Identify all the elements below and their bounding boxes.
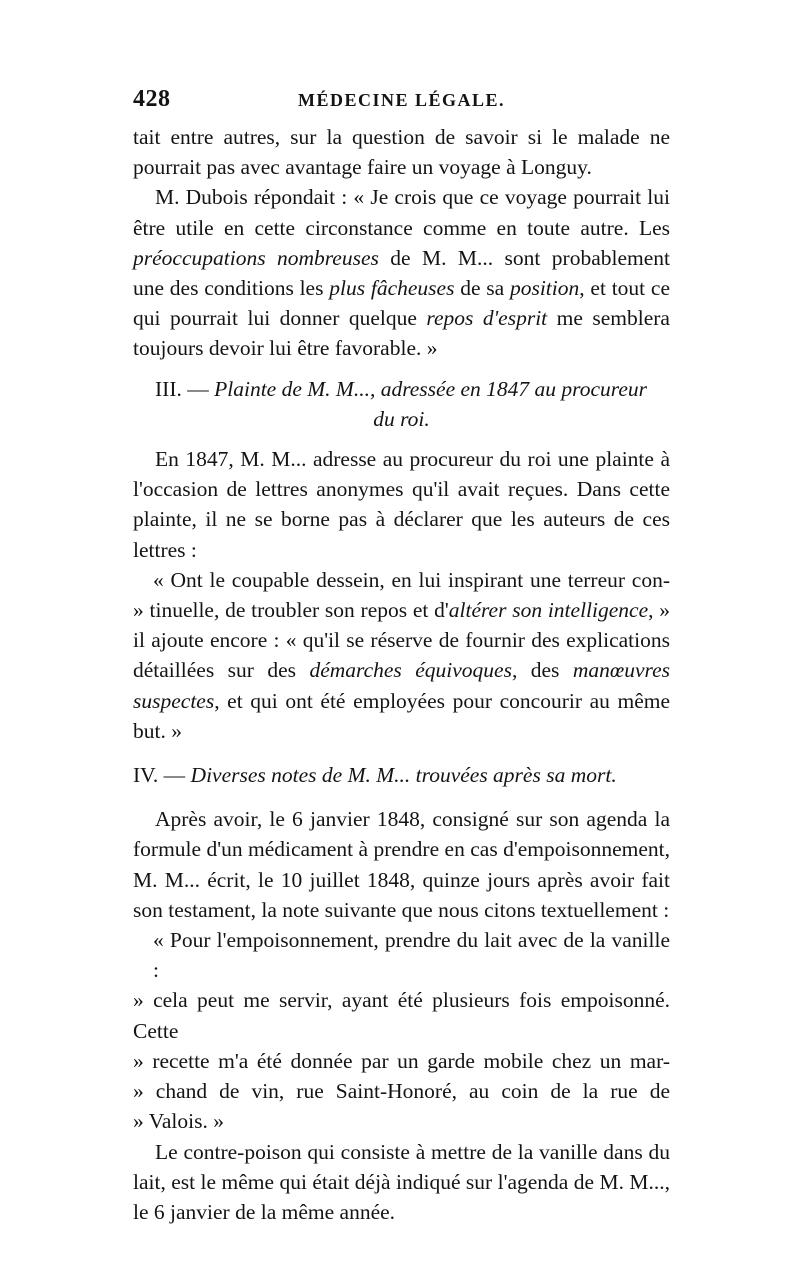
section-title: Diverses notes de M. M... trouvées après sa mort. [190, 763, 617, 788]
quote-line [133, 595, 670, 625]
running-title: MÉDECINE LÉGALE. [297, 90, 506, 110]
quote-line: » Valois. » [133, 1109, 224, 1134]
paragraph-quote-continuation [133, 625, 670, 746]
quote-line: » chand de vin, rue Saint-Honoré, au coin de la rue de [133, 1079, 670, 1104]
text-run: , et qui ont été employées pour concourir au même but. » [133, 688, 670, 743]
italic-run: repos d'esprit [426, 306, 548, 331]
text-run: , des [511, 658, 573, 683]
page-body [133, 122, 670, 1227]
text-run: , » [648, 598, 670, 623]
paragraph-continuation: tait entre autres, sur la question de savoir si le malade ne pourrait pas avec avantage faire un voyage à Longuy. [133, 125, 670, 180]
section-heading-iii-cont [133, 404, 670, 434]
text-run: il ajoute encore : « qu'il se réserve de fournir des explications détaillées sur des [133, 628, 670, 683]
italic-run: plus fâcheuses [329, 276, 455, 301]
quote-line: » cela peut me servir, ayant été plusieurs fois empoisonné. Cette [133, 988, 670, 1043]
paragraph-contre-poison: Le contre-poison qui consiste à mettre de la vanille dans du lait, est le même qui était déjà indiqué sur l'agenda de M. M..., le 6 janvier de la même année. [133, 1139, 670, 1224]
italic-run: démarches équivoques [309, 658, 512, 683]
text-run: de sa [454, 276, 510, 301]
italic-run: préoccupations nombreuses [133, 245, 379, 270]
paragraph-plainte: En 1847, M. M... adresse au procureur du roi une plainte à l'occasion de lettres anonymes qu'il avait reçues. Dans cette plainte, il ne se borne pas à déclarer que les auteurs de ces lettres : [133, 447, 670, 562]
text-run: , et tout ce qui pourrait lui donner quelque [133, 276, 670, 331]
section-number: IV. — [133, 763, 191, 788]
section-title: Plainte de M. M..., adressée en 1847 au procureur [214, 376, 648, 401]
paragraph-dubois-reply [133, 182, 670, 363]
page-number: 428 [133, 86, 171, 112]
italic-run: altérer son intelligence [448, 598, 649, 623]
section-number: III. — [155, 376, 215, 401]
quote-line: » recette m'a été donnée par un garde mobile chez un mar- [133, 1048, 670, 1073]
quote-line: « Pour l'empoisonnement, prendre du lait avec de la vanille : [153, 928, 670, 983]
text-run: me semblera toujours devoir lui être favorable. » [133, 306, 670, 361]
text-run: M. Dubois répondait : « Je crois que ce voyage pourrait lui être utile en cette circonstance comme en toute autre. Les [133, 185, 670, 240]
text-run: de M. M... sont probablement une des conditions les [133, 245, 670, 301]
italic-run: position [509, 276, 580, 301]
section-heading-iv [133, 760, 670, 790]
text-run: » tinuelle, de troubler son repos et d' [133, 598, 449, 623]
paragraph-apres-avoir: Après avoir, le 6 janvier 1848, consigné sur son agenda la formule d'un médicament à prendre en cas d'empoisonnement, M. M... écrit, le 10 juillet 1848, quinze jours après avoir fait son testament, la note suivante que nous citons textuellement : [133, 807, 670, 922]
section-heading-iii [133, 374, 670, 404]
page-header [133, 86, 670, 116]
section-title-cont: du roi. [373, 406, 430, 431]
quote-line: « Ont le coupable dessein, en lui inspirant une terreur con- [153, 567, 670, 592]
italic-run: manœuvres suspectes [133, 658, 670, 713]
